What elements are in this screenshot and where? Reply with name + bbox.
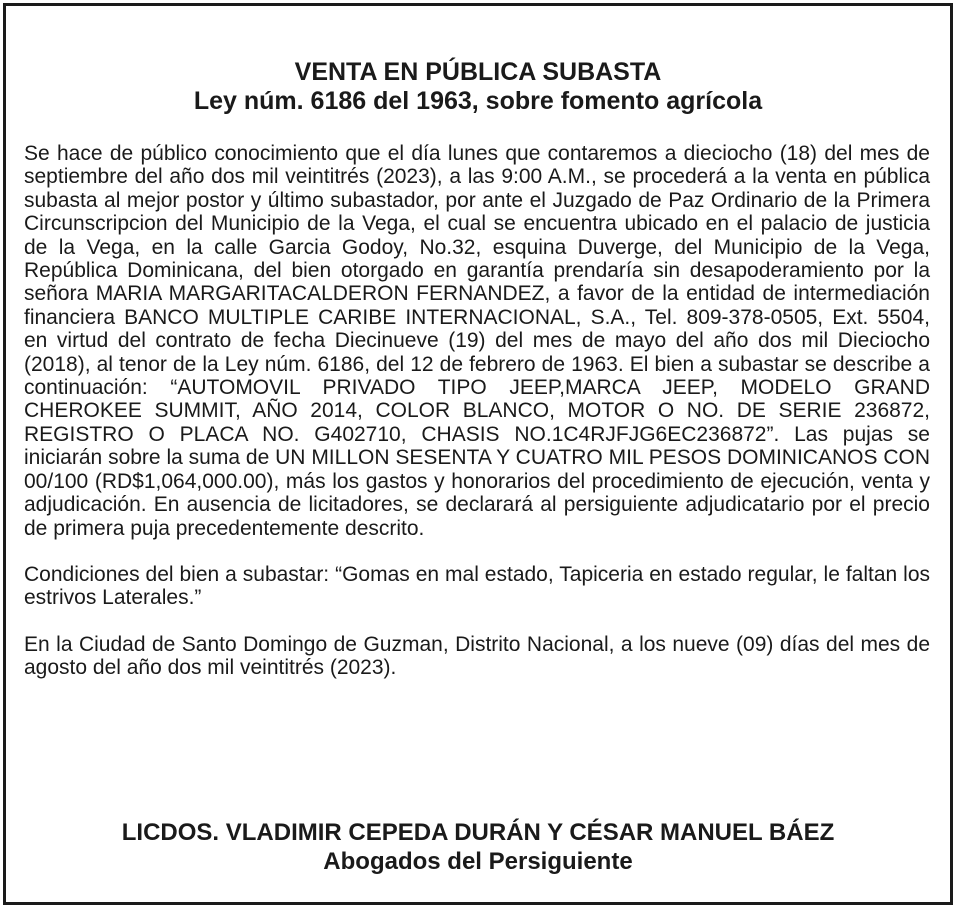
notice-body: [24, 142, 930, 680]
signatories-names: LICDOS. VLADIMIR CEPEDA DURÁN Y CÉSAR MANUEL BÁEZ: [121, 819, 835, 846]
signatories-role: Abogados del Persiguiente: [323, 848, 633, 875]
notice-signature: [6, 818, 950, 876]
notice-header: [6, 58, 950, 116]
auction-details-paragraph: Se hace de público conocimiento que el día lunes que contaremos a dieciocho (18) del mes de septiembre del año dos mil veintitrés (2023), a las 9:00 A.M., se procederá a la venta en pública subasta al mejor postor y último subastador, por ante el Juzgado de Paz Ordinario de la Primera Circunscripcion del Municipio de la Vega, el cual se encuentra ubicado en el palacio de justicia de la Vega, en la calle Garcia Godoy, No.32, esquina Duverge, del Municipio de la Vega, República Dominicana, del bien otorgado en garantía prendaría sin desapoderamiento por la señora MARIA MARGARITACALDERON FERNANDEZ, a favor de la entidad de intermediación financiera BANCO MULTIPLE CARIBE INTERNACIONAL, S.A., Tel. 809-378-0505, Ext. 5504, en virtud del contrato de fecha Diecinueve (19) del mes de mayo del año dos mil Dieciocho (2018), al tenor de la Ley núm. 6186, del 12 de febrero de 1963. El bien a subastar se describe a continuación: “AUTOMOVIL PRIVADO TIPO JEEP,MARCA JEEP, MODELO GRAND CHEROKEE SUMMIT, AÑO 2014, COLOR BLANCO, MOTOR O NO. DE SERIE 236872, REGISTRO O PLACA NO. G402710, CHASIS NO.1C4RJFJG6EC236872”. Las pujas se iniciarán sobre la suma de UN MILLON SESENTA Y CUATRO MIL PESOS DOMINICANOS CON 00/100 (RD$1,064,000.00), más los gastos y honorarios del procedimiento de ejecución, venta y adjudicación. En ausencia de licitadores, se declarará al persiguiente adjudicatario por el precio de primera puja precedentemente descrito.: [24, 142, 930, 540]
notice-title: VENTA EN PÚBLICA SUBASTA: [294, 58, 662, 86]
conditions-paragraph: Condiciones del bien a subastar: “Gomas en mal estado, Tapiceria en estado regular, le faltan los estrivos Laterales.”: [24, 562, 930, 610]
legal-notice: [3, 3, 953, 905]
date-place-paragraph: En la Ciudad de Santo Domingo de Guzman, Distrito Nacional, a los nueve (09) días del mes de agosto del año dos mil veintitrés (2023).: [24, 632, 930, 680]
notice-subtitle: Ley núm. 6186 del 1963, sobre fomento agrícola: [193, 87, 763, 115]
